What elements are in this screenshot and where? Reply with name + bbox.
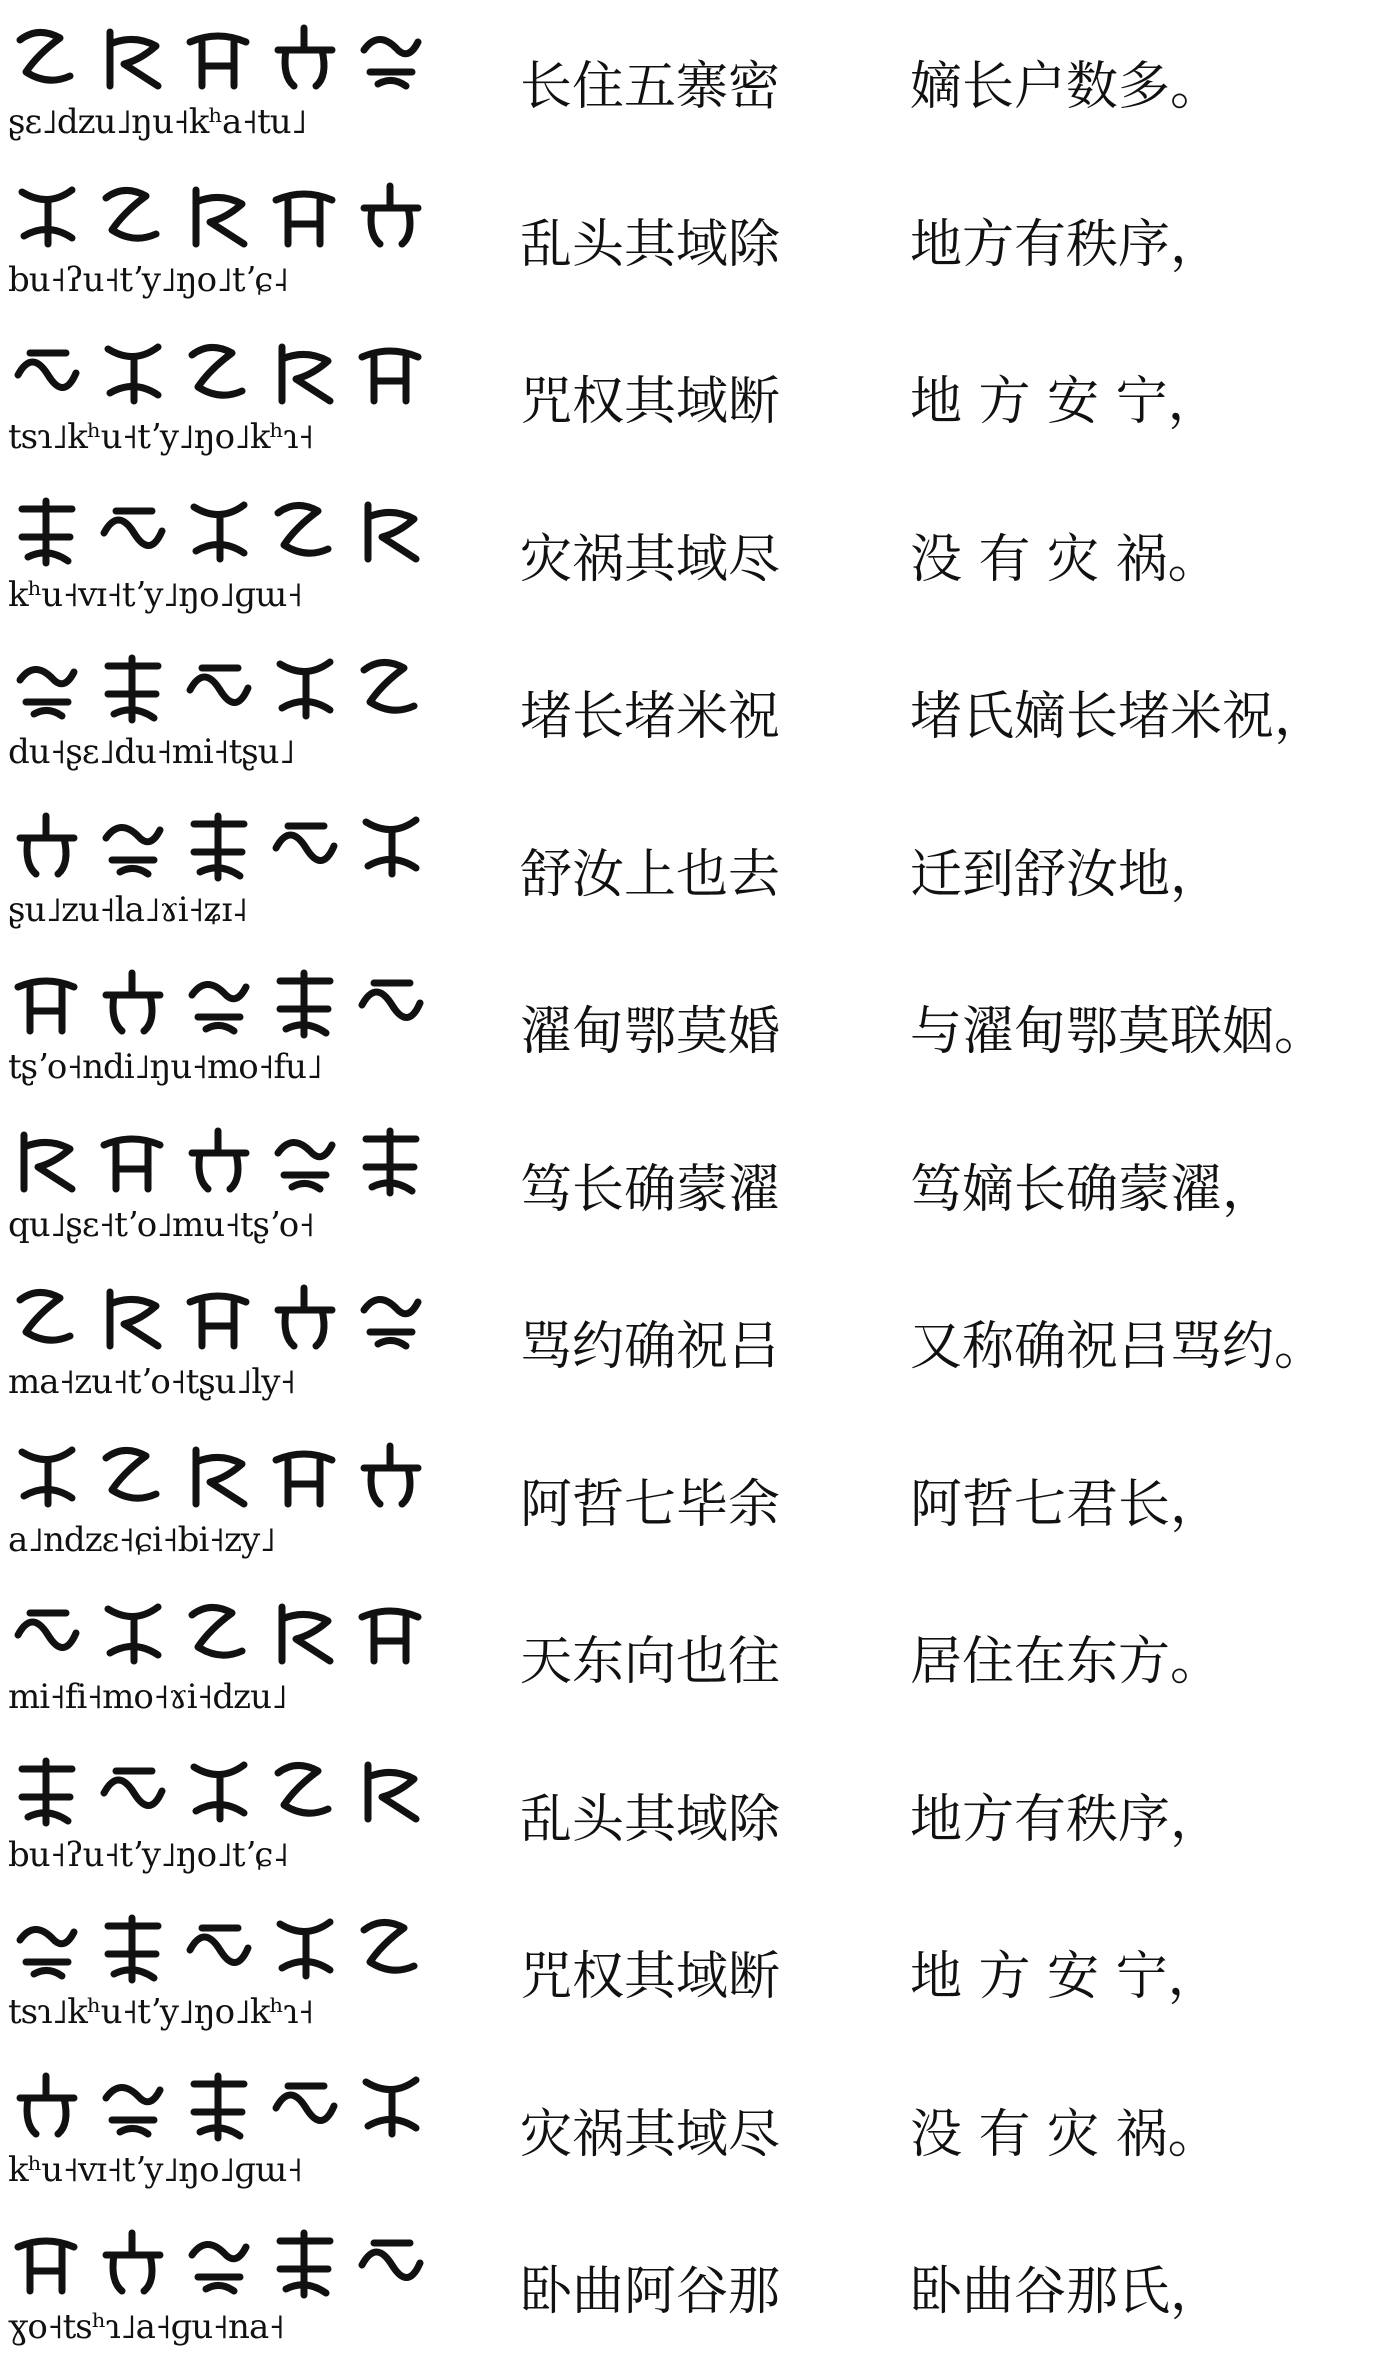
phonetic-transcription: bu˧ʔu˧tʼy˩ŋo˩tʼɕ˨ [8,259,289,300]
verse-row [0,1747,1384,1897]
chinese-translation: 没 有 灾 祸。 [910,2104,1220,2165]
yi-glyph [94,650,172,728]
yi-glyph [8,1910,86,1988]
chinese-translation: 嫡长户数多。 [910,57,1223,117]
chinese-translation: 居住在东方。 [910,1632,1223,1692]
yi-glyph [180,1438,258,1516]
yi-script-block [8,1910,428,2050]
yi-glyph [266,2225,344,2303]
yi-glyph [266,1438,344,1516]
yi-glyph [180,335,258,413]
verse-row [0,487,1384,637]
yi-glyph [266,493,344,571]
verse-row [0,14,1384,164]
yi-glyph [8,1595,86,1673]
yi-glyph [266,20,344,98]
yi-script-block [8,2225,428,2365]
yi-glyph-line [8,2068,428,2146]
yi-glyph [266,1280,344,1358]
phonetic-transcription: tsɿ˩kʰu˧tʼy˩ŋo˩kʰɿ˧ [8,417,314,457]
phonetic-transcription: kʰu˧vɪ˧tʼy˩ŋo˩ɡɯ˧ [8,574,303,615]
yi-glyph [8,1123,86,1201]
literal-gloss: 灾祸其域尽 [520,2104,781,2165]
yi-glyph [352,493,430,571]
chinese-translation: 堵氏嫡长堵米祝， [910,687,1327,747]
yi-glyph [266,1910,344,1988]
yi-glyph [8,965,86,1043]
yi-glyph [266,1753,344,1831]
yi-script-block [8,1595,428,1735]
yi-glyph [266,178,344,256]
yi-glyph [180,2068,258,2146]
yi-glyph [266,808,344,886]
phonetic-transcription: bu˧ʔu˧tʼy˩ŋo˩tʼɕ˨ [8,1834,289,1875]
yi-glyph [8,650,86,728]
yi-glyph [94,965,172,1043]
yi-glyph [94,335,172,413]
yi-glyph-line [8,1280,428,1358]
chinese-translation: 地方有秩序， [910,1789,1223,1850]
yi-glyph [8,335,86,413]
literal-gloss: 天东向也往 [520,1632,781,1692]
verse-row [0,1589,1384,1739]
yi-glyph [180,650,258,728]
yi-glyph [94,20,172,98]
yi-glyph [8,2068,86,2146]
yi-glyph [180,1280,258,1358]
yi-glyph [180,20,258,98]
yi-glyph-line [8,650,428,728]
yi-glyph [8,493,86,571]
yi-glyph [94,1595,172,1673]
phonetic-transcription: ma˧zu˧tʼo˧tʂu˩ly˧ [8,1362,296,1402]
chinese-translation: 地 方 安 宁， [910,1947,1220,2007]
chinese-translation: 迁到舒汝地， [910,844,1223,905]
verse-row [0,802,1384,952]
chinese-translation: 与濯甸鄂莫联姻。 [910,1002,1327,1062]
yi-glyph [266,650,344,728]
yi-glyph [94,1438,172,1516]
yi-glyph [8,1753,86,1831]
yi-glyph [266,2068,344,2146]
yi-glyph [8,808,86,886]
yi-glyph-line [8,178,428,256]
literal-gloss: 笃长确蒙濯 [520,1159,781,1220]
yi-glyph-line [8,2225,428,2303]
phonetic-transcription: a˩ndzɛ˧ɕi˧bi˧zy˩ [8,1519,275,1560]
phonetic-transcription: tʂʼo˧ndi˩ŋu˧mo˧fu˩ [8,1047,322,1087]
yi-glyph [94,493,172,571]
yi-glyph [94,2068,172,2146]
verse-row [0,644,1384,794]
literal-gloss: 灾祸其域尽 [520,529,781,590]
yi-glyph [94,2225,172,2303]
verse-row [0,329,1384,479]
yi-glyph-line [8,1753,428,1831]
literal-gloss: 濯甸鄂莫婚 [520,1002,781,1062]
chinese-translation: 又称确祝吕骂约。 [910,1317,1327,1377]
yi-script-block [8,808,428,948]
yi-script-block [8,1753,428,1893]
yi-glyph-line [8,1910,428,1988]
literal-gloss: 咒权其域断 [520,372,781,432]
phonetic-transcription: du˧ʂɛ˩du˧mi˧tʂu˩ [8,732,295,772]
yi-glyph-line [8,20,428,98]
yi-script-block [8,178,428,318]
chinese-translation: 地 方 安 宁， [910,372,1220,432]
yi-glyph [180,808,258,886]
yi-glyph-line [8,808,428,886]
chinese-translation: 卧曲谷那氏， [910,2262,1223,2322]
yi-glyph [94,1123,172,1201]
yi-glyph-line [8,1438,428,1516]
verse-row [0,1904,1384,2054]
yi-glyph [352,335,430,413]
yi-glyph [180,965,258,1043]
literal-gloss: 舒汝上也去 [520,844,781,905]
yi-script-block [8,1280,428,1420]
yi-script-block [8,965,428,1105]
yi-glyph [180,178,258,256]
yi-glyph [352,178,430,256]
yi-glyph [352,1910,430,1988]
yi-glyph-line [8,1123,428,1201]
literal-gloss: 乱头其域除 [520,214,781,275]
phonetic-transcription: ɣo˧tsʰɿ˩a˧ɡu˧na˧ [8,2307,284,2347]
yi-glyph [352,1280,430,1358]
yi-script-block [8,1438,428,1578]
literal-gloss: 堵长堵米祝 [520,687,781,747]
yi-glyph [266,1595,344,1673]
literal-gloss: 乱头其域除 [520,1789,781,1850]
yi-script-block [8,650,428,790]
yi-glyph [94,808,172,886]
yi-script-block [8,493,428,633]
yi-script-block [8,20,428,160]
yi-glyph [352,1123,430,1201]
yi-script-block [8,2068,428,2208]
yi-glyph [352,20,430,98]
yi-glyph [94,1280,172,1358]
yi-glyph-line [8,1595,428,1673]
yi-glyph [94,1910,172,1988]
yi-glyph [180,1595,258,1673]
literal-gloss: 咒权其域断 [520,1947,781,2007]
yi-glyph [180,1123,258,1201]
chinese-translation: 笃嫡长确蒙濯， [910,1159,1275,1220]
yi-glyph [180,2225,258,2303]
yi-glyph [266,1123,344,1201]
yi-glyph [352,2068,430,2146]
yi-glyph [266,965,344,1043]
yi-glyph [352,1595,430,1673]
yi-glyph [8,1280,86,1358]
phonetic-transcription: mi˧fi˧mo˧ɤi˧dzu˩ [8,1677,287,1717]
verse-row [0,1432,1384,1582]
yi-glyph-line [8,493,428,571]
yi-script-block [8,1123,428,1263]
yi-glyph-line [8,965,428,1043]
yi-glyph [180,493,258,571]
yi-glyph [180,1753,258,1831]
yi-glyph [352,2225,430,2303]
verse-row [0,959,1384,1109]
literal-gloss: 长住五寨密 [520,57,781,117]
yi-glyph [94,1753,172,1831]
phonetic-transcription: qu˩ʂɛ˧tʼo˩mu˧tʂʼo˧ [8,1204,315,1245]
yi-glyph [8,20,86,98]
yi-glyph [352,808,430,886]
yi-glyph [8,178,86,256]
yi-glyph [352,1438,430,1516]
yi-glyph [94,178,172,256]
yi-glyph [352,1753,430,1831]
yi-glyph [8,2225,86,2303]
yi-glyph-line [8,335,428,413]
chinese-translation: 阿哲七君长， [910,1474,1223,1535]
verse-row [0,1274,1384,1424]
literal-gloss: 骂约确祝吕 [520,1317,781,1377]
literal-gloss: 阿哲七毕余 [520,1474,781,1535]
literal-gloss: 卧曲阿谷那 [520,2262,781,2322]
yi-glyph [266,335,344,413]
phonetic-transcription: tsɿ˩kʰu˧tʼy˩ŋo˩kʰɿ˧ [8,1992,314,2032]
phonetic-transcription: ʂu˩zu˧la˩ɤi˧ʑɪ˨ [8,889,248,930]
phonetic-transcription: kʰu˧vɪ˧tʼy˩ŋo˩ɡɯ˧ [8,2149,303,2190]
yi-script-block [8,335,428,475]
verse-row [0,2219,1384,2369]
chinese-translation: 地方有秩序， [910,214,1223,275]
chinese-translation: 没 有 灾 祸。 [910,529,1220,590]
yi-glyph [8,1438,86,1516]
yi-glyph [180,1910,258,1988]
verse-row [0,172,1384,322]
verse-row [0,2062,1384,2212]
phonetic-transcription: ʂɛ˩dzu˩ŋu˧kʰa˧tu˩ [8,102,307,142]
yi-glyph [352,650,430,728]
yi-glyph [352,965,430,1043]
verse-row [0,1117,1384,1267]
